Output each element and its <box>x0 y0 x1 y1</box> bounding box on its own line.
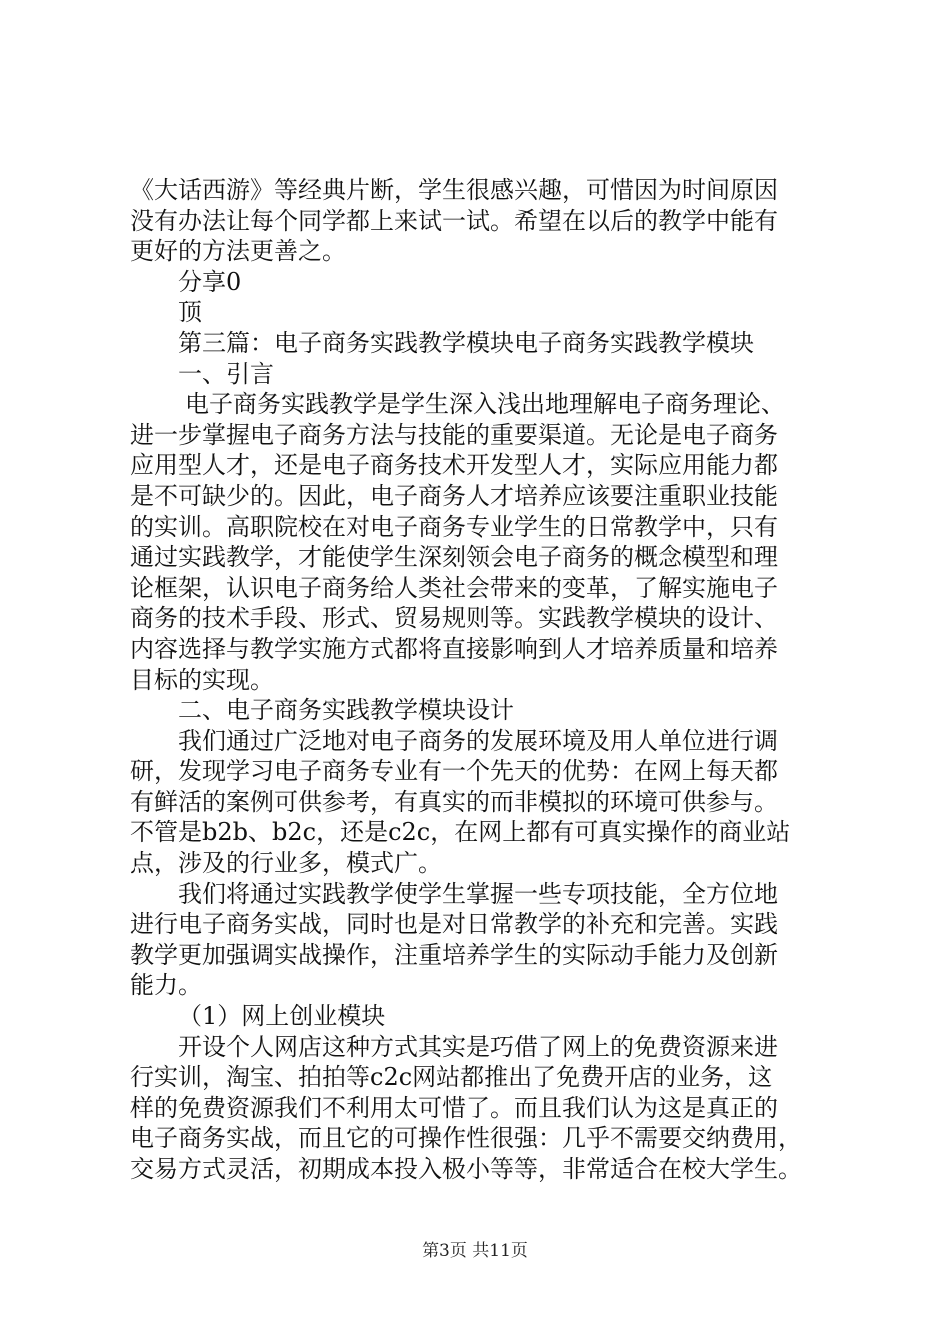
paragraph-line: 开设个人网店这种方式其实是巧借了网上的免费资源来进 <box>178 1032 778 1061</box>
paragraph-line: 我们将通过实践教学使学生掌握一些专项技能，全方位地 <box>178 879 778 908</box>
paragraph-line: 应用型人才，还是电子商务技术开发型人才，实际应用能力都 <box>130 451 778 480</box>
paragraph-line: 教学更加强调实战操作，注重培养学生的实际动手能力及创新 <box>130 940 778 969</box>
paragraph-line: 有鲜活的案例可供参考，有真实的而非模拟的环境可供参与。 <box>130 787 778 816</box>
top-label: 顶 <box>178 298 202 327</box>
paragraph-line: 商务的技术手段、形式、贸易规则等。实践教学模块的设计、 <box>130 604 778 633</box>
paragraph-line: 通过实践教学，才能使学生深刻领会电子商务的概念模型和理 <box>130 543 778 572</box>
paragraph-line: 内容选择与教学实施方式都将直接影响到人才培养质量和培养 <box>130 634 778 663</box>
paragraph-line: 样的免费资源我们不利用太可惜了。而且我们认为这是真正的 <box>130 1093 778 1122</box>
paragraph-line: 进行电子商务实战，同时也是对日常教学的补充和完善。实践 <box>130 910 778 939</box>
paragraph-line: 能力。 <box>130 971 202 1000</box>
paragraph-line: 进一步掌握电子商务方法与技能的重要渠道。无论是电子商务 <box>130 420 778 449</box>
heading-introduction: 一、引言 <box>178 359 274 388</box>
paragraph-line: 不管是b2b、b2c，还是c2c，在网上都有可真实操作的商业站 <box>130 818 791 847</box>
paragraph-line: 行实训，淘宝、拍拍等c2c网站都推出了免费开店的业务，这 <box>130 1063 773 1092</box>
share-count: 分享0 <box>178 267 242 296</box>
page-footer: 第3页 共11页 <box>422 1241 528 1261</box>
paragraph-line: 的实训。高职院校在对电子商务专业学生的日常教学中，只有 <box>130 512 778 541</box>
paragraph-line: 交易方式灵活，初期成本投入极小等等，非常适合在校大学生。 <box>130 1155 802 1183</box>
heading-module-design: 二、电子商务实践教学模块设计 <box>178 696 514 725</box>
paragraph-line: 电子商务实战，而且它的可操作性很强：几乎不需要交纳费用， <box>130 1124 802 1153</box>
text-line: 没有办法让每个同学都上来试一试。希望在以后的教学中能有 <box>130 206 778 235</box>
text-line: 《大话西游》等经典片断，学生很感兴趣，可惜因为时间原因 <box>130 176 778 204</box>
paragraph-line: 我们通过广泛地对电子商务的发展环境及用人单位进行调 <box>178 726 778 755</box>
paragraph-line: 论框架，认识电子商务给人类社会带来的变革，了解实施电子 <box>130 573 778 602</box>
paragraph-line: 电子商务实践教学是学生深入浅出地理解电子商务理论、 <box>185 390 785 419</box>
paragraph-line: 目标的实现。 <box>130 665 274 694</box>
heading-online-startup: （1）网上创业模块 <box>178 1002 386 1031</box>
text-line: 更好的方法更善之。 <box>130 237 346 266</box>
paragraph-line: 点，涉及的行业多，模式广。 <box>130 849 442 878</box>
document-body <box>130 175 830 1185</box>
paragraph-line: 是不可缺少的。因此，电子商务人才培养应该要注重职业技能 <box>130 481 778 510</box>
paragraph-line: 研，发现学习电子商务专业有一个先天的优势：在网上每天都 <box>130 757 778 786</box>
section-title: 第三篇：电子商务实践教学模块电子商务实践教学模块 <box>178 328 754 357</box>
